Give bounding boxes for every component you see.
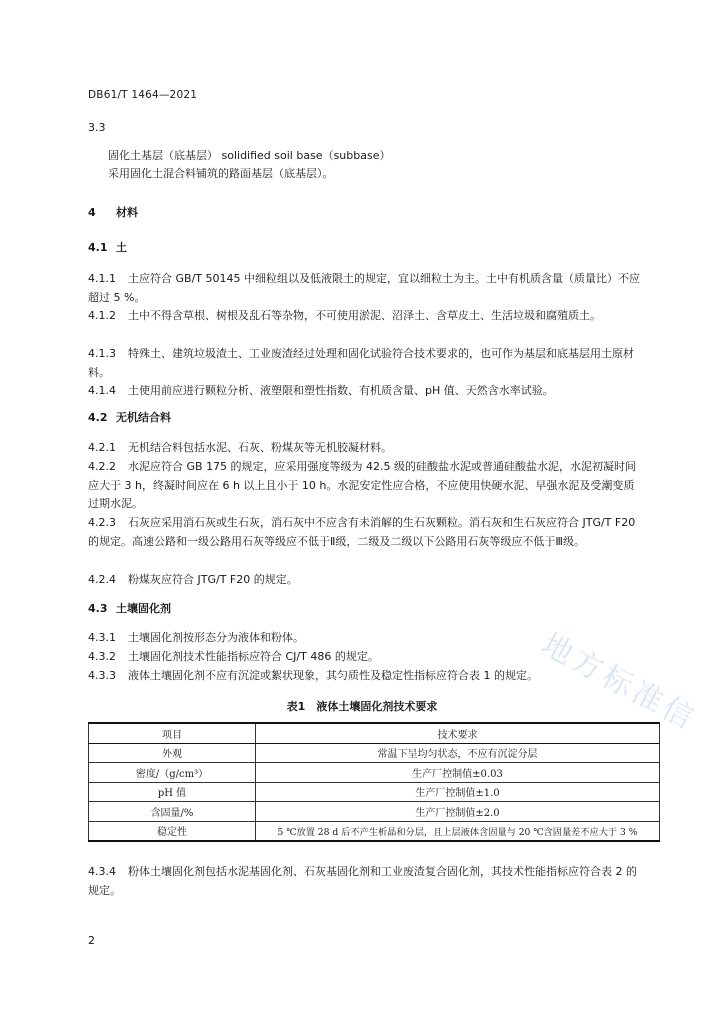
table-cell: 外观: [89, 743, 256, 763]
section-3-3-definition: 采用固化土混合料铺筑的路面基层（底基层）。: [108, 167, 334, 180]
table-cell: 生产厂控制值±1.0: [256, 782, 660, 802]
clause-4-1-1: [88, 270, 640, 307]
table-cell: 稳定性: [89, 821, 256, 841]
table-row: [89, 763, 660, 783]
clause-4-2-2: [88, 458, 640, 514]
clause-number: 4.2.3: [88, 516, 116, 529]
clause-number: 4.2.1: [88, 441, 116, 454]
table-cell: 5 ℃放置 28 d 后不产生析晶和分层，且上层液体含固量与 20 ℃含固量差不应大于 3 %: [256, 821, 660, 841]
table-row: [89, 743, 660, 763]
section-4-1-title: 土: [116, 241, 127, 254]
clause-text: 特殊土、建筑垃圾渣土、工业废渣经过处理和固化试验符合技术要求的，也可作为基层和底基层用土原材料。: [88, 347, 634, 379]
table-cell: 生产厂控制值±2.0: [256, 802, 660, 822]
section-4-2-number: 4.2: [88, 411, 108, 424]
table-row: [89, 821, 660, 841]
table-header-item: 项目: [89, 723, 256, 743]
clause-4-3-4: [88, 863, 640, 900]
clause-number: 4.1.1: [88, 272, 116, 285]
clause-number: 4.2.2: [88, 460, 116, 473]
clause-number: 4.2.4: [88, 573, 116, 586]
table-row: [89, 782, 660, 802]
clause-text: 粉煤灰应符合 JTG/T F20 的规定。: [128, 573, 298, 586]
table-cell: 含固量/%: [89, 802, 256, 822]
table-row: [89, 802, 660, 822]
section-4-number: 4: [88, 206, 96, 219]
table-header-requirement: 技术要求: [256, 723, 660, 743]
table-1-caption: 表1 液体土壤固化剂技术要求: [286, 700, 438, 713]
clause-4-2-3: [88, 514, 640, 551]
section-4-1-number: 4.1: [88, 241, 108, 254]
clause-number: 4.3.1: [88, 631, 116, 644]
clause-4-2-4: [88, 571, 640, 590]
document-code-header: DB61/T 1464—2021: [88, 89, 198, 101]
clause-text: 石灰应采用消石灰或生石灰，消石灰中不应含有未消解的生石灰颗粒。消石灰和生石灰应符合 JTG/T F20 的规定。高速公路和一级公路用石灰等级应不低于Ⅱ级，二级及二级以下公路用石灰等级应不低于Ⅲ级。: [88, 516, 636, 548]
clause-text: 土壤固化剂技术性能指标应符合 CJ/T 486 的规定。: [128, 650, 379, 663]
clause-number: 4.3.3: [88, 669, 116, 682]
clause-4-2-1: [88, 439, 640, 458]
table-1: [88, 722, 660, 842]
table-cell: pH 值: [89, 782, 256, 802]
section-4-3-heading: [88, 601, 171, 617]
clause-number: 4.3.4: [88, 865, 116, 878]
clause-text: 土中不得含草根、树根及乱石等杂物，不可使用淤泥、沼泽土、含草皮土、生活垃圾和腐殖质土。: [128, 309, 601, 322]
clause-text: 粉体土壤固化剂包括水泥基固化剂、石灰基固化剂和工业废渣复合固化剂，其技术性能指标应符合表 2 的规定。: [88, 865, 637, 897]
section-4-2-heading: [88, 410, 171, 426]
clause-number: 4.3.2: [88, 650, 116, 663]
clause-text: 无机结合料包括水泥、石灰、粉煤灰等无机胶凝材料。: [128, 441, 392, 454]
section-4-1-heading: [88, 240, 127, 256]
page-number: 2: [88, 934, 95, 947]
clause-text: 液体土壤固化剂不应有沉淀或絮状现象，其匀质性及稳定性指标应符合表 1 的规定。: [128, 669, 538, 682]
clause-4-1-4: [88, 382, 640, 401]
section-4-title: 材料: [116, 206, 138, 219]
section-3-3-number: 3.3: [88, 121, 106, 134]
table-header-row: [89, 723, 660, 743]
table-cell: 生产厂控制值±0.03: [256, 763, 660, 783]
clause-text: 土使用前应进行颗粒分析、液塑限和塑性指数、有机质含量、pH 值、天然含水率试验。: [128, 384, 554, 397]
section-4-heading: [88, 205, 138, 221]
section-4-3-number: 4.3: [88, 602, 108, 615]
clause-number: 4.1.4: [88, 384, 116, 397]
clause-number: 4.1.3: [88, 347, 116, 360]
section-3-3-term: 固化土基层（底基层） solidified soil base（subbase）: [108, 149, 391, 162]
table-cell: 密度/（g/cm³）: [89, 763, 256, 783]
section-4-2-title: 无机结合料: [116, 411, 171, 424]
clause-text: 土应符合 GB/T 50145 中细粒组以及低液限土的规定，宜以细粒土为主。土中有机质含量（质量比）不应超过 5 %。: [88, 272, 640, 304]
clause-4-1-2: [88, 307, 640, 326]
watermark: 地方标准信: [535, 627, 703, 738]
clause-number: 4.1.2: [88, 309, 116, 322]
table-cell: 常温下呈均匀状态，不应有沉淀分层: [256, 743, 660, 763]
clause-text: 水泥应符合 GB 175 的规定，应采用强度等级为 42.5 级的硅酸盐水泥或普通硅酸盐水泥，水泥初凝时间应大于 3 h，终凝时间应在 6 h 以上且小于 10 h。水泥安定性应合格，不应使用快硬水泥、早强水泥及受潮变质过期水泥。: [88, 460, 637, 510]
clause-4-1-3: [88, 345, 640, 382]
section-4-3-title: 土壤固化剂: [116, 602, 171, 615]
clause-text: 土壤固化剂按形态分为液体和粉体。: [128, 631, 304, 644]
